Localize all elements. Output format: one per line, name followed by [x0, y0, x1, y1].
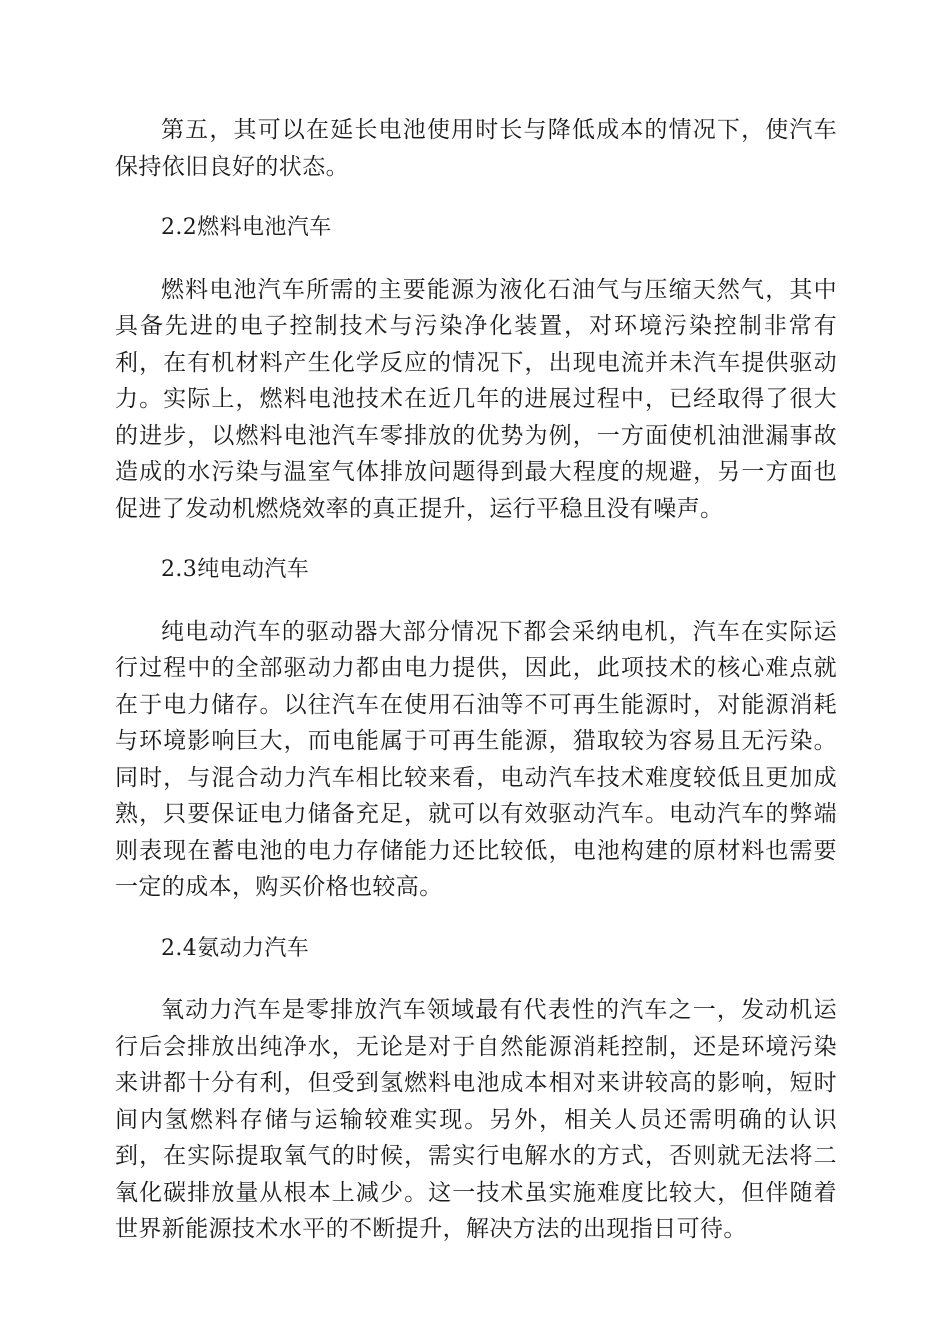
paragraph-fifth-point: 第五，其可以在延长电池使用时长与降低成本的情况下，使汽车保持依旧良好的状态。 [115, 117, 837, 180]
paragraph-hydrogen: 氧动力汽车是零排放汽车领域最有代表性的汽车之一，发动机运行后会排放出纯净水，无论是对于自然能源消耗控制，还是环境污染来讲都十分有利，但受到氢燃料电池成本相对来讲较高的影响，短时间内氢燃料存储与运输较难实现。另外，相关人员还需明确的认识到，在实际提取氧气的时候，需实行电解水的方式，否则就无法将二氧化碳排放量从根本上减少。这一技术虽实施难度比较大，但伴随着世界新能源技术水平的不断提升，解决方法的出现指日可待。 [115, 997, 837, 1242]
section-heading-fuel-cell: 2.2燃料电池汽车 [161, 215, 332, 240]
paragraph-electric: 纯电动汽车的驱动器大部分情况下都会采纳电机，汽车在实际运行过程中的全部驱动力都由电力提供，因此，此项技术的核心难点就在于电力储存。以往汽车在使用石油等不可再生能源时，对能源消耗与环境影响巨大，而电能属于可再生能源，猎取较为容易且无污染。同时，与混合动力汽车相比较来看，电动汽车技术难度较低且更加成熟，只要保证电力储备充足，就可以有效驱动汽车。电动汽车的弊端则表现在蓄电池的电力存储能力还比较低，电池构建的原材料也需要一定的成本，购买价格也较高。 [115, 618, 837, 900]
section-heading-electric: 2.3纯电动汽车 [161, 557, 310, 582]
paragraph-fuel-cell: 燃料电池汽车所需的主要能源为液化石油气与压缩天然气，其中具备先进的电子控制技术与污染净化装置，对环境污染控制非常有利，在有机材料产生化学反应的情况下，出现电流并未汽车提供驱动力。实际上，燃料电池技术在近几年的进展过程中，已经取得了很大的进步，以燃料电池汽车零排放的优势为例，一方面使机油泄漏事故造成的水污染与温室气体排放问题得到最大程度的规避，另一方面也促进了发动机燃烧效率的真正提升，运行平稳且没有噪声。 [115, 276, 837, 522]
document-page [115, 112, 837, 1273]
section-heading-hydrogen: 2.4氨动力汽车 [161, 935, 310, 961]
